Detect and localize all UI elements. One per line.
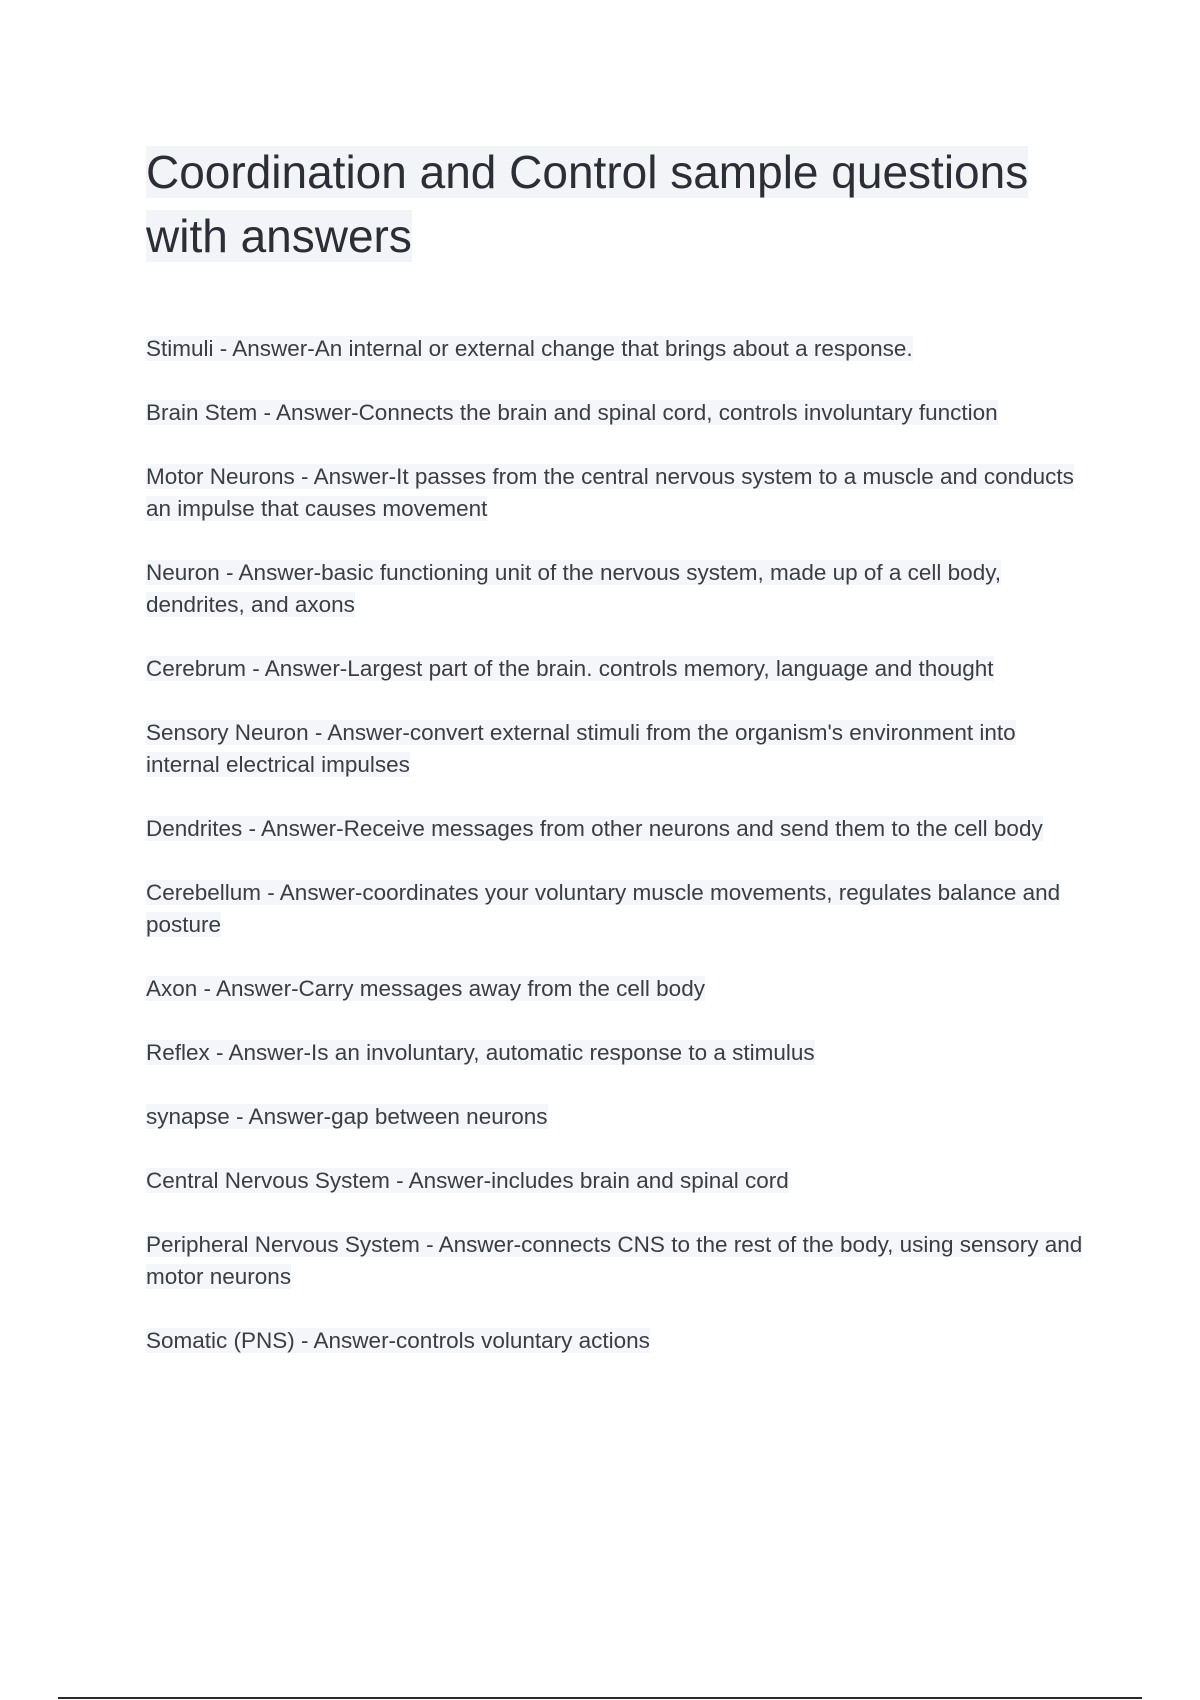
qa-item-dendrites: Dendrites - Answer-Receive messages from other neurons and send them to the cell body xyxy=(146,816,1043,841)
qa-item-central-nervous-system: Central Nervous System - Answer-includes brain and spinal cord xyxy=(146,1168,789,1193)
qa-item-reflex: Reflex - Answer-Is an involuntary, automatic response to a stimulus xyxy=(146,1040,815,1065)
qa-item-brain-stem: Brain Stem - Answer-Connects the brain and spinal cord, controls involuntary function xyxy=(146,400,998,425)
qa-item-motor-neurons: Motor Neurons - Answer-It passes from the central nervous system to a muscle and conducts an impulse that causes movement xyxy=(146,464,1074,521)
qa-item-axon: Axon - Answer-Carry messages away from the cell body xyxy=(146,976,705,1001)
footer-divider xyxy=(58,1697,1142,1699)
qa-item-stimuli: Stimuli - Answer-An internal or external change that brings about a response. xyxy=(146,336,913,361)
qa-item-peripheral-nervous-system: Peripheral Nervous System - Answer-connects CNS to the rest of the body, using sensory and motor neurons xyxy=(146,1232,1083,1289)
qa-item-cerebellum: Cerebellum - Answer-coordinates your voluntary muscle movements, regulates balance and posture xyxy=(146,880,1061,937)
qa-list xyxy=(146,333,1086,1389)
qa-item-somatic-pns: Somatic (PNS) - Answer-controls voluntary actions xyxy=(146,1328,650,1353)
qa-item-sensory-neuron: Sensory Neuron - Answer-convert external stimuli from the organism's environment into internal electrical impulses xyxy=(146,720,1016,777)
qa-item-cerebrum: Cerebrum - Answer-Largest part of the brain. controls memory, language and thought xyxy=(146,656,994,681)
page-title: Coordination and Control sample questions with answers xyxy=(146,146,1029,262)
qa-item-neuron: Neuron - Answer-basic functioning unit of the nervous system, made up of a cell body, dendrites, and axons xyxy=(146,560,1002,617)
qa-item-synapse: synapse - Answer-gap between neurons xyxy=(146,1104,548,1129)
